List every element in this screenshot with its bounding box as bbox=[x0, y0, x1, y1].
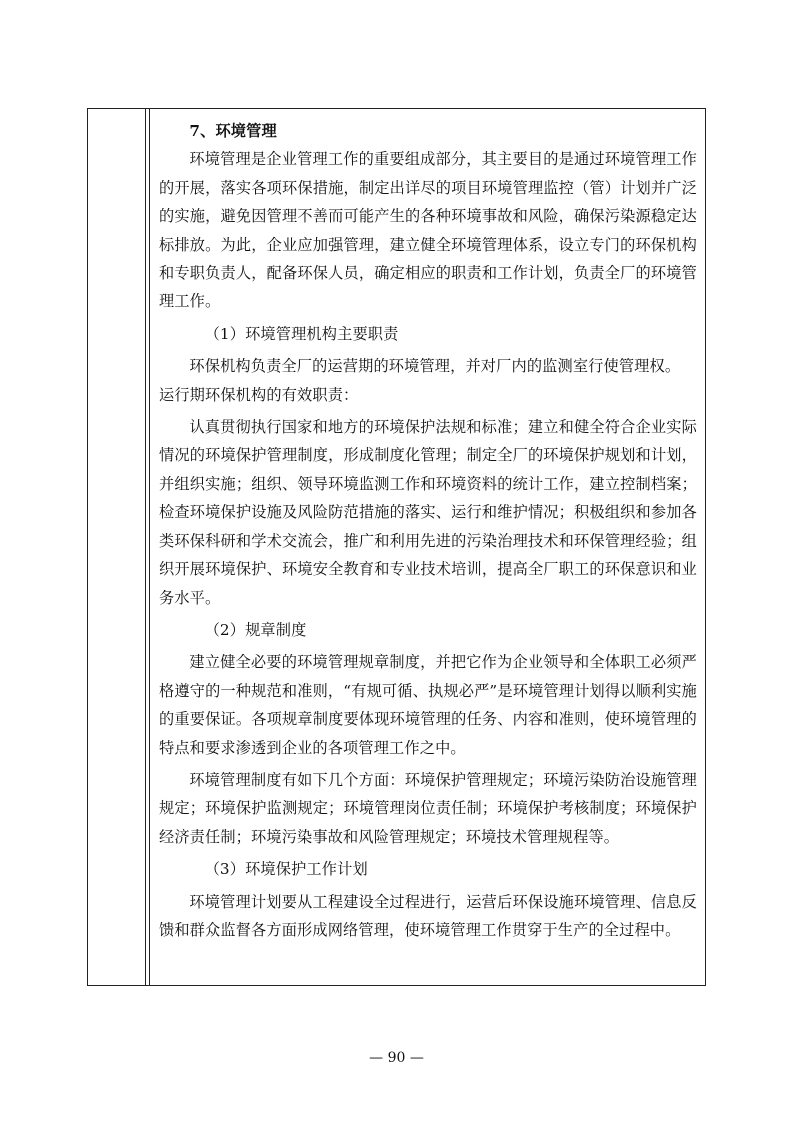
sub3-heading: （3）环境保护工作计划 bbox=[204, 860, 368, 879]
table-content-cell bbox=[150, 109, 705, 985]
table-column-label bbox=[88, 109, 146, 985]
sub1-paragraph-2: 运行期环保机构的有效职责： bbox=[159, 385, 359, 404]
sub3-paragraph-1: 环境管理计划要从工程建设全过程进行，运营后环保设施环境管理、信息反馈和群众监督各方面形成网络管理，使环境管理工作贯穿于生产的全过程中。 bbox=[159, 892, 697, 939]
table-frame bbox=[87, 108, 706, 986]
page-number: — 90 — bbox=[369, 1050, 424, 1066]
section-intro: 环境管理是企业管理工作的重要组成部分，其主要目的是通过环境管理工作的开展，落实各项环保措施，制定出详尽的项目环境管理监控（管）计划并广泛的实施，避免因管理不善而可能产生的各种环境事故和风险，确保污染源稳定达标排放。为此，企业应加强管理，建立健全环境管理体系，设立专门的环保机构和专职负责人，配备环保人员，确定相应的职责和工作计划，负责全厂的环境管理工作。 bbox=[159, 150, 697, 311]
section-title: 7、环境管理 bbox=[189, 122, 277, 140]
sub2-heading: （2）规章制度 bbox=[204, 620, 307, 639]
sub2-paragraph-1: 建立健全必要的环境管理规章制度，并把它作为企业领导和全体职工必须严格遵守的一种规范和准则，“有规可循、执规必严”是环境管理计划得以顺利实施的重要保证。各项规章制度要体现环境管理的任务、内容和准则，使环境管理的特点和要求渗透到企业的各项管理工作之中。 bbox=[159, 653, 697, 757]
sub1-heading: （1）环境管理机构主要职责 bbox=[204, 324, 399, 343]
sub1-paragraph-3: 认真贯彻执行国家和地方的环境保护法规和标准；建立和健全符合企业实际情况的环境保护管理制度，形成制度化管理；制定全厂的环境保护规划和计划，并组织实施；组织、领导环境监测工作和环境资料的统计工作，建立控制档案；检查环境保护设施及风险防范措施的落实、运行和维护情况；积极组织和参加各类环保科研和学术交流会，推广和利用先进的污染治理技术和环保管理经验；组织开展环境保护、环境安全教育和专业技术培训，提高全厂职工的环保意识和业务水平。 bbox=[159, 418, 697, 607]
sub1-paragraph-1: 环保机构负责全厂的运营期的环境管理，并对厂内的监测室行使管理权。 bbox=[189, 357, 681, 376]
sub2-paragraph-2: 环境管理制度有如下几个方面：环境保护管理规定；环境污染防治设施管理规定；环境保护监测规定；环境管理岗位责任制；环境保护考核制度；环境保护经济责任制；环境污染事故和风险管理规定；环境技术管理规程等。 bbox=[159, 770, 697, 846]
